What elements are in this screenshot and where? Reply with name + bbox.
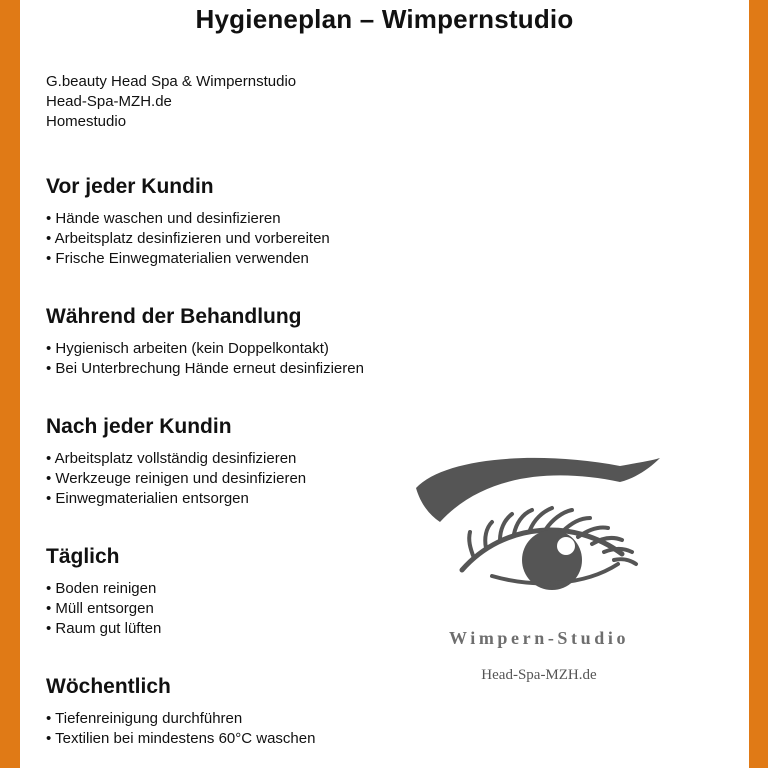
section-taeglich: [46, 544, 446, 639]
list-item: • Arbeitsplatz vollständig desinfizieren: [46, 449, 446, 469]
section-heading: Nach jeder Kundin: [46, 415, 232, 438]
logo-website: Head-Spa-MZH.de: [481, 667, 597, 683]
checklist: [46, 709, 446, 749]
checklist: [46, 449, 446, 509]
list-item: • Bei Unterbrechung Hände erneut desinfizieren: [46, 359, 446, 379]
list-item: • Frische Einwegmaterialien verwenden: [46, 249, 446, 269]
list-item: • Hygienisch arbeiten (kein Doppelkontakt): [46, 339, 446, 359]
section-heading: Vor jeder Kundin: [46, 175, 214, 198]
studio-type: Homestudio: [46, 113, 127, 130]
page-title: Hygieneplan – Wimpernstudio: [195, 4, 574, 34]
section-vor-jeder-kundin: [46, 174, 446, 269]
list-item: • Textilien bei mindestens 60°C waschen: [46, 729, 446, 749]
section-heading: Während der Behandlung: [46, 305, 302, 328]
list-item: • Boden reinigen: [46, 579, 446, 599]
studio-contact-block: [46, 72, 296, 132]
eye-lash-icon: [414, 452, 664, 592]
document-page: [20, 0, 749, 768]
section-woechentlich: [46, 674, 446, 749]
list-item: • Hände waschen und desinfizieren: [46, 209, 446, 229]
section-heading: Wöchentlich: [46, 675, 171, 698]
checklist: [46, 209, 446, 269]
list-item: • Müll entsorgen: [46, 599, 446, 619]
section-heading: Täglich: [46, 545, 120, 568]
list-item: • Werkzeuge reinigen und desinfizieren: [46, 469, 446, 489]
studio-name: G.beauty Head Spa & Wimpernstudio: [46, 73, 297, 90]
studio-website: Head-Spa-MZH.de: [46, 93, 172, 110]
list-item: • Raum gut lüften: [46, 619, 446, 639]
list-item: • Arbeitsplatz desinfizieren und vorbereiten: [46, 229, 446, 249]
list-item: • Tiefenreinigung durchführen: [46, 709, 446, 729]
studio-logo: [414, 452, 664, 692]
checklist: [46, 579, 446, 639]
checklist: [46, 339, 446, 379]
section-nach-jeder-kundin: [46, 414, 446, 509]
list-item: • Einwegmaterialien entsorgen: [46, 489, 446, 509]
logo-studio-name: Wimpern-Studio: [448, 628, 630, 648]
section-waehrend-der-behandlung: [46, 304, 446, 379]
